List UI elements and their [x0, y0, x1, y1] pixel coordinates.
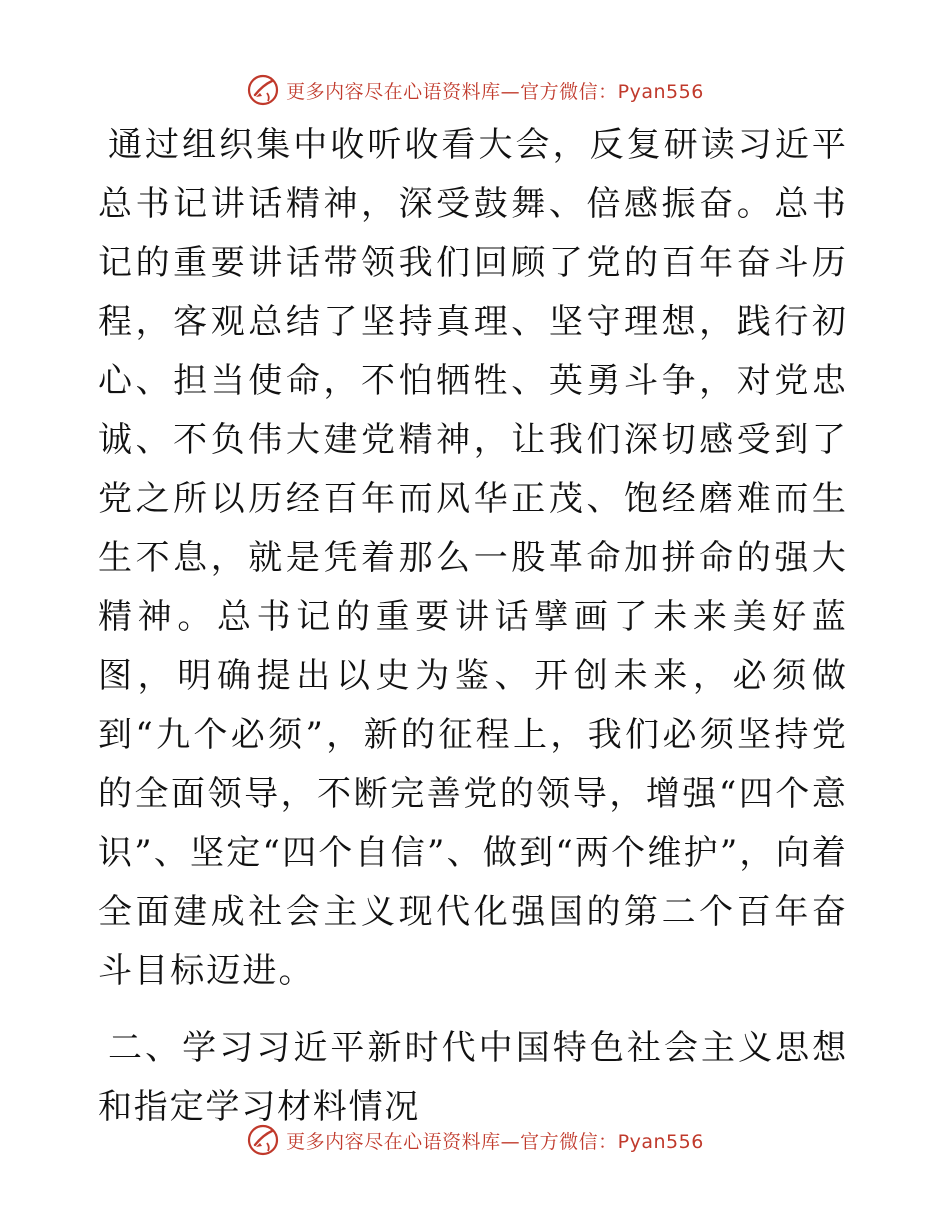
book-quill-logo-icon: [246, 73, 280, 107]
banner-text: 更多内容尽在心语资料库—官方微信：: [286, 80, 618, 103]
body-paragraph: 通过组织集中收听收看大会，反复研读习近平总书记讲话精神，深受鼓舞、倍感振奋。总书记的重要讲话带领我们回顾了党的百年奋斗历程，客观总结了坚持真理、坚守理想，践行初心、担当使命，不怕牺牲、英勇斗争，对党忠诚、不负伟大建党精神，让我们深切感受到了党之所以历经百年而风华正茂、饱经磨难而生生不息，就是凭着那么一股革命加拼命的强大精神。总书记的重要讲话擘画了未来美好蓝图，明确提出以史为鉴、开创未来，必须做到“九个必须”，新的征程上，我们必须坚持党的全面领导，不断完善党的领导，增强“四个意识”、坚定“四个自信”、做到“两个维护”，向着全面建成社会主义现代化强国的第二个百年奋斗目标迈进。: [98, 125, 848, 991]
book-quill-logo-icon: [246, 1123, 280, 1157]
wechat-id: Pyan556: [617, 80, 704, 103]
footer-banner: [0, 1120, 950, 1160]
section-heading: 二、学习习近平新时代中国特色社会主义思想和指定学习材料情况: [98, 1028, 848, 1127]
banner-text: 更多内容尽在心语资料库—官方微信：: [286, 1130, 618, 1153]
document-body: [98, 116, 848, 1137]
wechat-id: Pyan556: [617, 1130, 704, 1153]
banner: [246, 1123, 704, 1157]
banner: [246, 73, 704, 107]
header-banner: [0, 70, 950, 110]
